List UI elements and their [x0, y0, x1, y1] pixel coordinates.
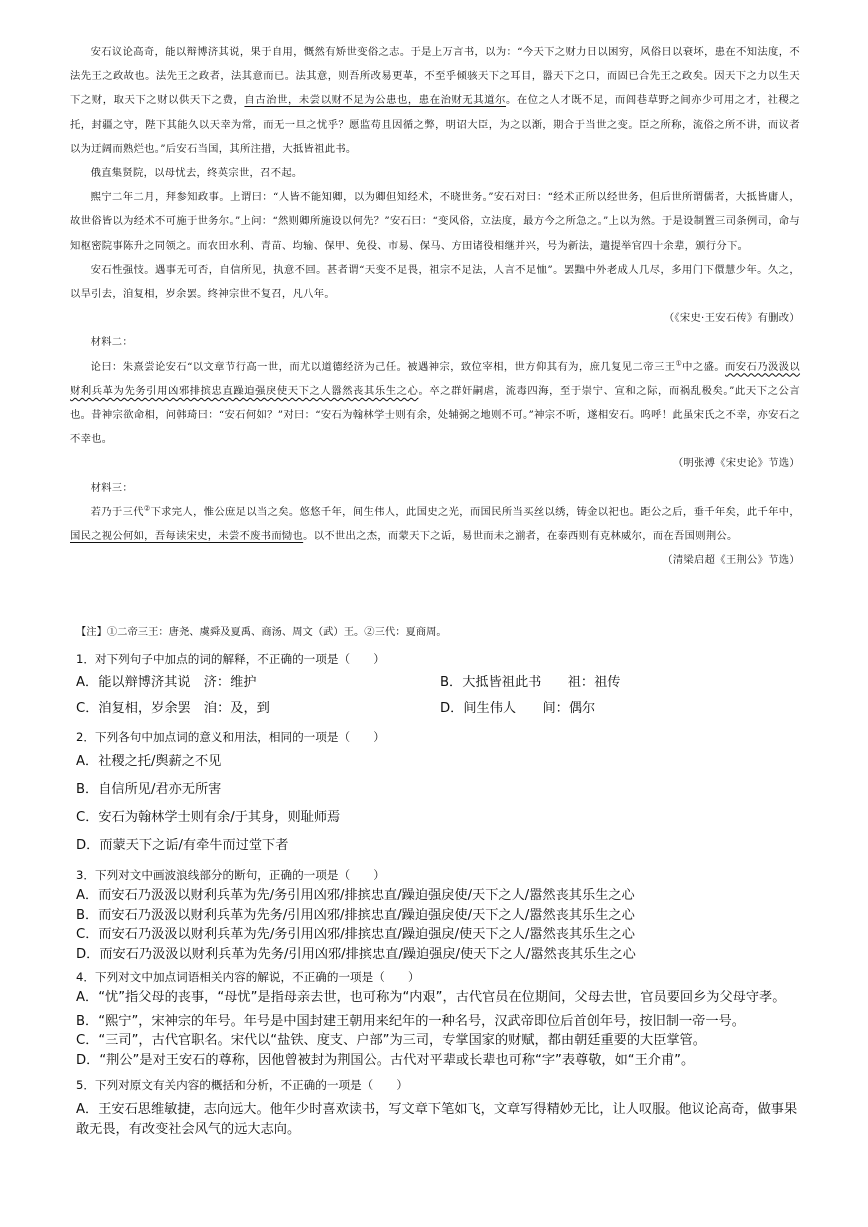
question-2 — [76, 726, 806, 860]
passage-paragraph-2: 俄直集贤院，以母忧去，终英宗世，召不起。 — [90, 167, 303, 180]
source-citation-2: （明张溥《宋史论》节选） — [672, 457, 800, 470]
option-d[interactable]: D．而安石乃汲汲以财利兵革为先务/引用凶邪/排摈忠直/躁迫强戾/使天下之人/嚣然丧其乐生之心 — [76, 946, 636, 962]
option-c[interactable]: C．“三司”，古代官职名。宋代以“盐铁、度支、户部”为三司，专掌国家的财赋，都由朝廷重要的大臣掌管。 — [76, 1033, 706, 1048]
option-b[interactable]: B．自信所见/君亦无所害 — [76, 782, 222, 797]
option-d[interactable]: D．间生伟人 间：偶尔 — [440, 701, 596, 716]
material-2-paragraph: 论曰：朱熹尝论安石“以文章节行高一世，而尤以道德经济为己任。被遇神宗，致位宰相，世方仰其有为，庶几复见二帝三王①中之盛。而安石乃汲汲以财利兵革为先务引用凶邪排摈忠直躁迫强戾使天下之人嚣然丧其乐生之心。卒之群奸嗣虐，流毒四海，至于崇宁、宣和之际，而祸乱极矣。”此天下之公言也。昔神宗欲命相，问韩琦曰：“安石何如？”对曰：“安石为翰林学士则有余，处辅弼之地则不可。”神宗不听，遂相安石。呜呼！此虽宋氏之不幸，亦安石之不幸也。 — [70, 359, 801, 446]
underlined-sentence-1: 自古治世，未尝以财不足为公患也，患在治财无其道尔 — [244, 94, 506, 107]
option-c[interactable]: C．而安石乃汲汲以财利兵革为先/务引用凶邪/排摈忠直/躁迫强戾/使天下之人/嚣然丧其乐生之心 — [76, 927, 635, 942]
option-d[interactable]: D．而蒙天下之诟/有牵牛而过堂下者 — [76, 838, 289, 853]
footnote-marker-2: ② — [143, 504, 151, 513]
question-4 — [76, 966, 806, 1070]
question-3 — [76, 864, 806, 964]
question-stem: 1．对下列句子中加点的词的解释，不正确的一项是（ ） — [76, 652, 385, 666]
material-3-paragraph: 若乃于三代②下求完人，惟公庶足以当之矣。悠悠千年，间生伟人，此国史之光，而国民所当买丝以绣，铸金以祀也。距公之后，垂千年矣，此千年中，国民之视公何如，吾每读宋史，未尝不废书而恸也。以不世出之杰，而蒙天下之诟，易世而未之湔者，在泰西则有克林威尔，而在吾国则荆公。 — [70, 504, 801, 543]
option-b[interactable]: B．大抵皆祖此书 祖：祖传 — [440, 675, 621, 690]
underlined-sentence-2: 国民之视公何如，吾每读宋史，未尝不废书而恸也 — [70, 530, 304, 543]
reading-passage — [70, 40, 800, 572]
footnote-marker-1: ① — [675, 359, 683, 368]
option-d[interactable]: D．“荆公”是对王安石的尊称，因他曾被封为荆国公。古代对平辈或长辈也可称“字”表尊敬，如“王介甫”。 — [76, 1052, 695, 1068]
option-a[interactable]: A．“忧”指父母的丧事，“母忧”是指母亲去世，也可称为“内艰”，古代官员在位期间，父母去世，官员要回乡为父母守孝。 — [76, 990, 786, 1005]
option-a[interactable]: A．王安石思维敏捷，志向远大。他年少时喜欢读书，写文章下笔如飞，文章写得精妙无比，让人叹服。他议论高奇，做事果敢无畏，有改变社会风气的远大志向。 — [76, 1102, 798, 1137]
option-c[interactable]: C．安石为翰林学士则有余/于其身，则耻师焉 — [76, 810, 341, 825]
material-3-label: 材料三： — [90, 481, 133, 494]
option-a[interactable]: A．能以辩博济其说 济：维护 — [76, 675, 257, 690]
question-list — [76, 648, 806, 1139]
question-5 — [76, 1074, 806, 1139]
option-b[interactable]: B．而安石乃汲汲以财利兵革为先务/引用凶邪/排摈忠直/躁迫强戾使/天下之人/嚣然丧其乐生之心 — [76, 907, 635, 923]
option-a[interactable]: A．而安石乃汲汲以财利兵革为先/务引用凶邪/排摈忠直/躁迫强戾使/天下之人/嚣然丧其乐生之心 — [76, 888, 635, 903]
passage-paragraph-1: 安石议论高奇，能以辩博济其说，果于自用，慨然有矫世变俗之志。于是上万言书，以为：“今天下之财力日以困穷，风俗日以衰坏，患在不知法度，不法先王之政故也。法先王之政者，法其意而已。法其意，则吾所改易更革，不至乎倾骇天下之耳目，嚣天下之口，而固已合先王之政矣。因天下之力以生天下之财，取天下之财以供天下之费，自古治世，未尝以财不足为公患也，患在治财无其道尔。在位之人才既不足，而闾巷草野之间亦少可用之才，社稷之托，封疆之守，陛下其能久以天幸为常，而无一旦之忧乎？愿监苟且因循之弊，明诏大臣，为之以渐，期合于当世之变。臣之所称，流俗之所不讲，而议者以为迂阔而熟烂也。”后安石当国，其所注措，大抵皆祖此书。 — [70, 46, 800, 155]
option-b[interactable]: B．“熙宁”，宋神宗的年号。年号是中国封建王朝用来纪年的一种名号，汉武帝即位后首创年号，按旧制一帝一号。 — [76, 1013, 745, 1029]
option-grid — [76, 670, 806, 722]
source-citation-3: （清梁启超《王荆公》节选） — [662, 554, 800, 567]
option-a[interactable]: A．社稷之托/舆薪之不见 — [76, 754, 222, 769]
material-2-label: 材料二： — [90, 336, 133, 349]
passage-paragraph-3: 熙宁二年二月，拜参知政事。上谓曰：“人皆不能知卿，以为卿但知经术，不晓世务。”安石对曰：“经术正所以经世务，但后世所谓儒者，大抵皆庸人，故世俗皆以为经术不可施于世务尔。”上问：“然则卿所施设以何先？”安石曰：“变风俗，立法度，最方今之所急之。”上以为然。于是设制置三司条例司，命与知枢密院事陈升之同领之。而农田水利、青苗、均输、保甲、免役、市易、保马、方田诸役相继并兴，号为新法，遣提举官四十余辈，颁行分下。 — [70, 191, 800, 252]
footnote: 【注】①二帝三王：唐尧、虞舜及夏禹、商汤、周文（武）王。②三代：夏商周。 — [76, 626, 447, 638]
option-c[interactable]: C．洎复相，岁余罢 洎：及，到 — [76, 701, 270, 716]
source-citation-1: （《宋史·王安石传》有删改） — [663, 312, 800, 325]
question-stem: 2．下列各句中加点词的意义和用法，相同的一项是（ ） — [76, 730, 385, 744]
wavy-underlined-sentence: 而安石乃汲汲以财利兵革为先务引用凶邪排摈忠直躁迫强戾使天下之人嚣然丧其乐生之心 — [70, 360, 801, 397]
question-stem: 4．下列对文中加点词语相关内容的解说，不正确的一项是（ ） — [76, 970, 420, 984]
question-1 — [76, 648, 806, 722]
passage-paragraph-4: 安石性强忮。遇事无可否，自信所见，执意不回。甚者谓“天变不足畏，祖宗不足法，人言不足恤”。罢黜中外老成人几尽，多用门下儇慧少年。久之，以旱引去，洎复相，岁余罢。终神宗世不复召，凡八年。 — [70, 263, 800, 301]
question-stem: 5．下列对原文有关内容的概括和分析，不正确的一项是（ ） — [76, 1078, 409, 1092]
question-stem: 3．下列对文中画波浪线部分的断句，正确的一项是（ ） — [76, 868, 385, 882]
